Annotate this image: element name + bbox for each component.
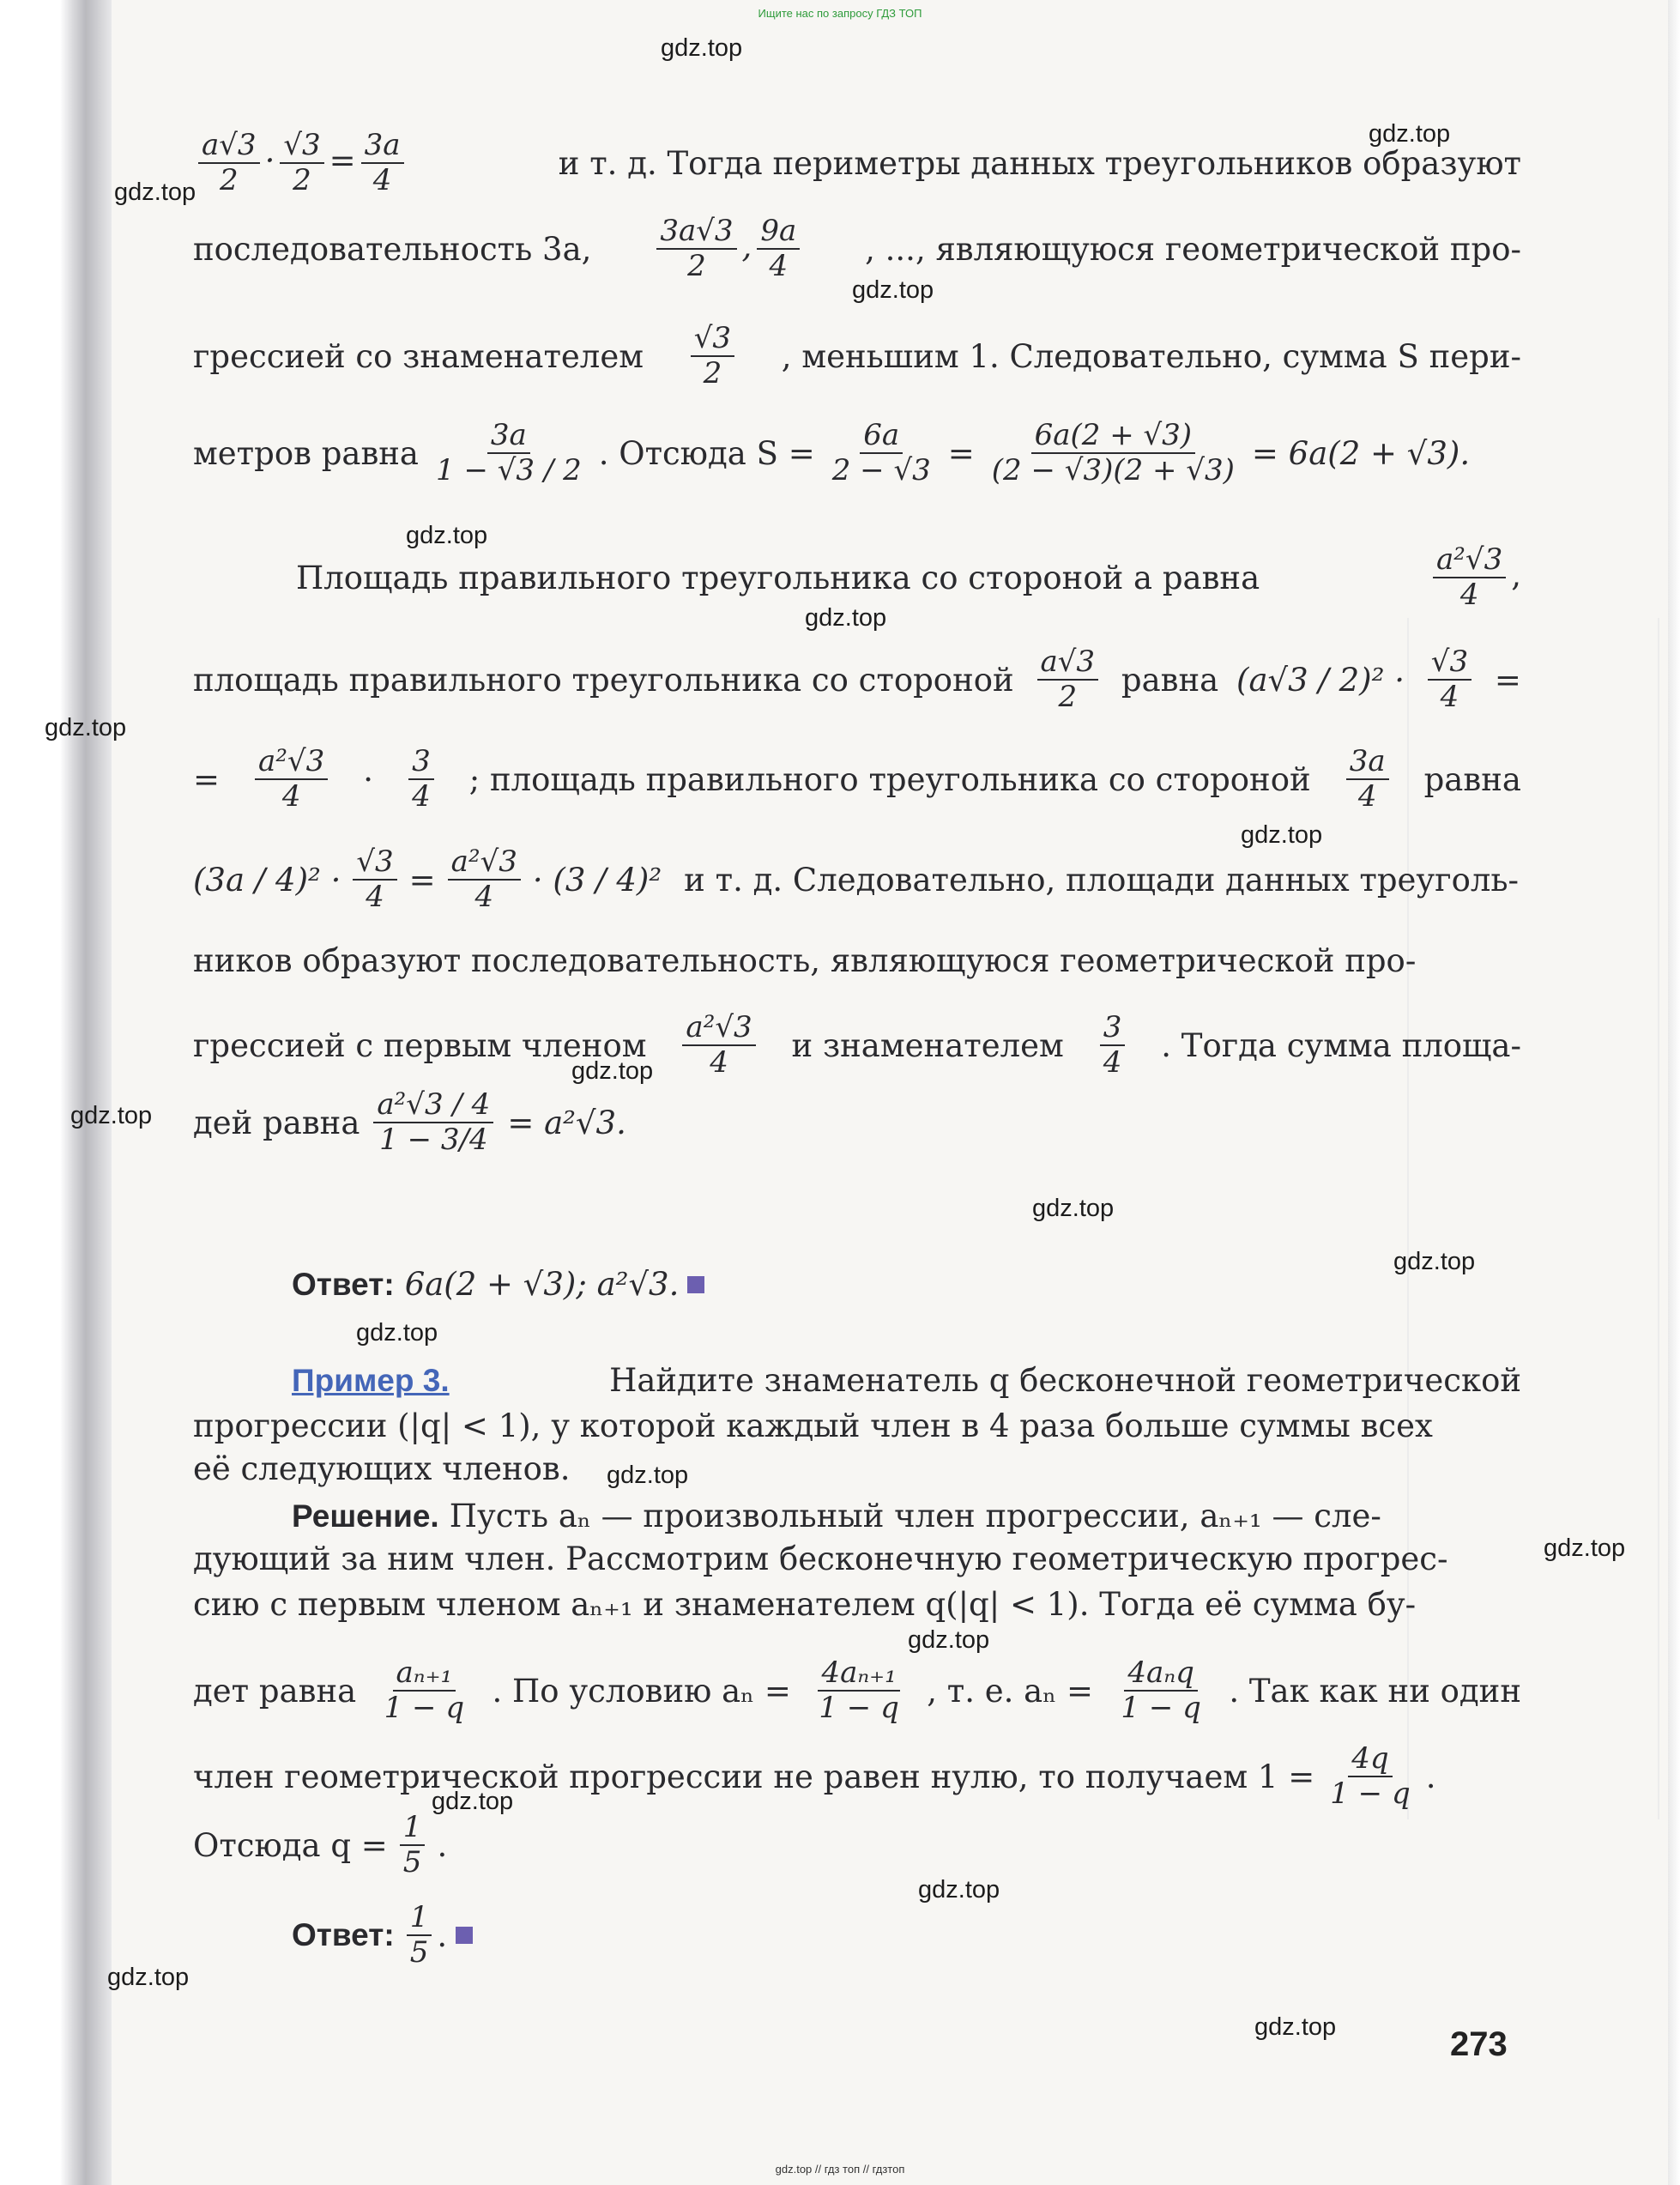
watermark: gdz.top — [1393, 1248, 1476, 1275]
solution-line-4: дет равна $\frac{\text{aₙ₊₁}}{1 - q}$ . По условию aₙ = $\frac{\text{4aₙ₊₁}}{1 - q}$ , т. е. aₙ = $\frac{\text{4aₙq}}{1 - q}$ . Так как ни один — [193, 1655, 1521, 1726]
watermark: gdz.top — [107, 1964, 190, 1991]
solution-line-3: сию с первым членом aₙ₊₁ и знаменателем q(|q| < 1). Тогда её сумма бу- — [193, 1586, 1417, 1623]
header-note: Ищите нас по запросу ГДЗ ТОП — [758, 7, 922, 20]
solution-line-5: член геометрической прогрессии не равен нулю, то получаем 1 = $\frac{4q}{1 - q}$ . — [193, 1741, 1436, 1812]
page-right-edge — [1668, 0, 1680, 2185]
text-line-8: (3a / 4)² · $\frac{√3}{4}$ = $\frac{\text{a²√3}}{4}$ · (3 / 4)² и т. д. Следовательно, площади данных треуголь- — [193, 844, 1519, 915]
fraction: $\frac{√3}{2}$ — [280, 129, 323, 197]
answer-2: Ответ: $\frac{1}{5}$ . — [292, 1901, 1620, 1970]
watermark: gdz.top — [805, 604, 887, 632]
watermark: gdz.top — [114, 179, 196, 206]
text-line-6: площадь правильного треугольника со стороной $\frac{a√3}{2}$ равна (a√3 / 2)² · $\frac{√3}{4}$ = — [193, 645, 1521, 715]
watermark: gdz.top — [1032, 1195, 1115, 1222]
watermark: gdz.top — [908, 1626, 990, 1654]
watermark: gdz.top — [406, 522, 488, 549]
page-gutter-shadow — [0, 0, 112, 2185]
end-of-proof-square — [687, 1276, 704, 1293]
watermark: gdz.top — [432, 1788, 514, 1815]
watermark: gdz.top — [1241, 821, 1323, 849]
watermark: gdz.top — [1544, 1534, 1626, 1562]
watermark: gdz.top — [852, 276, 934, 304]
solution-line-2: дующий за ним член. Рассмотрим бесконечную геометрическую прогрес- — [193, 1540, 1448, 1577]
example-3-line-1: Пример 3. Найдите знаменатель q бесконечной геометрической — [292, 1362, 1521, 1399]
text-line-7: = $\frac{\text{a²√3}}{4}$ · $\frac{3}{4}$ ; площадь правильного треугольника со стороной $\frac{3a}{4}$ равна — [193, 744, 1521, 814]
watermark: gdz.top — [45, 714, 127, 741]
watermark: gdz.top — [918, 1876, 1000, 1904]
watermark: gdz.top — [356, 1319, 438, 1347]
watermark: gdz.top — [1369, 120, 1451, 148]
end-of-proof-square — [456, 1927, 473, 1944]
text-line-4: метров равна $\frac{3a}{1 - √3 / 2}$ . Отсюда S = $\frac{6a}{2 - √3}$ = $\frac{6a(2 + √3)}{(2 - √3)(2 + √3)}$ = 6a(2 + √3). — [193, 418, 1471, 488]
text-line-11: дей равна $\frac{\text{a²√3 / 4}}{1 - 3/4}$ = a²√3. — [193, 1087, 626, 1158]
text-line-5: Площадь правильного треугольника со стороной a равна $\frac{\text{a²√3}}{4}$ , — [296, 542, 1521, 613]
text-line-2: последовательность 3a, $\frac{3a√3}{2}$ , $\frac{9a}{4}$ , ..., являющуюся геометрической про- — [193, 214, 1521, 284]
footer-note: gdz.top // гдз топ // гдзтоп — [775, 2163, 905, 2176]
page-number: 273 — [1450, 2025, 1508, 2063]
solution-line-6: Отсюда q = $\frac{1}{5}$ . — [193, 1810, 448, 1880]
example-3-line-3: её следующих членов. — [193, 1450, 571, 1487]
watermark: gdz.top — [571, 1057, 654, 1085]
watermark: gdz.top — [607, 1462, 689, 1489]
answer-1: Ответ: 6a(2 + √3); a²√3. — [292, 1266, 1620, 1303]
text-line-3: грессией со знаменателем $\frac{√3}{2}$ , меньшим 1. Следовательно, сумма S пери- — [193, 321, 1521, 391]
example-3-line-2: прогрессии (|q| < 1), у которой каждый член в 4 раза больше суммы всех — [193, 1407, 1433, 1444]
fraction: $\frac{a√3}{2}$ — [198, 129, 260, 197]
watermark: gdz.top — [1254, 2013, 1337, 2041]
text-line-9: ников образуют последовательность, являющуюся геометрической про- — [193, 942, 1417, 979]
solution-line-1: Решение. Пусть aₙ — произвольный член прогрессии, aₙ₊₁ — сле- — [292, 1498, 1381, 1534]
text-line-10: грессией с первым членом $\frac{\text{a²√3}}{4}$ и знаменателем $\frac{3}{4}$ . Тогда сумма площа- — [193, 1010, 1521, 1080]
fraction: $\frac{3a}{4}$ — [361, 129, 404, 197]
text-line-1: $\frac{a√3}{2}$ · $\frac{√3}{2}$ = $\frac{3a}{4}$ и т. д. Тогда периметры данных треугольников образуют — [193, 129, 1521, 197]
watermark: gdz.top — [661, 34, 743, 62]
watermark: gdz.top — [70, 1102, 153, 1129]
